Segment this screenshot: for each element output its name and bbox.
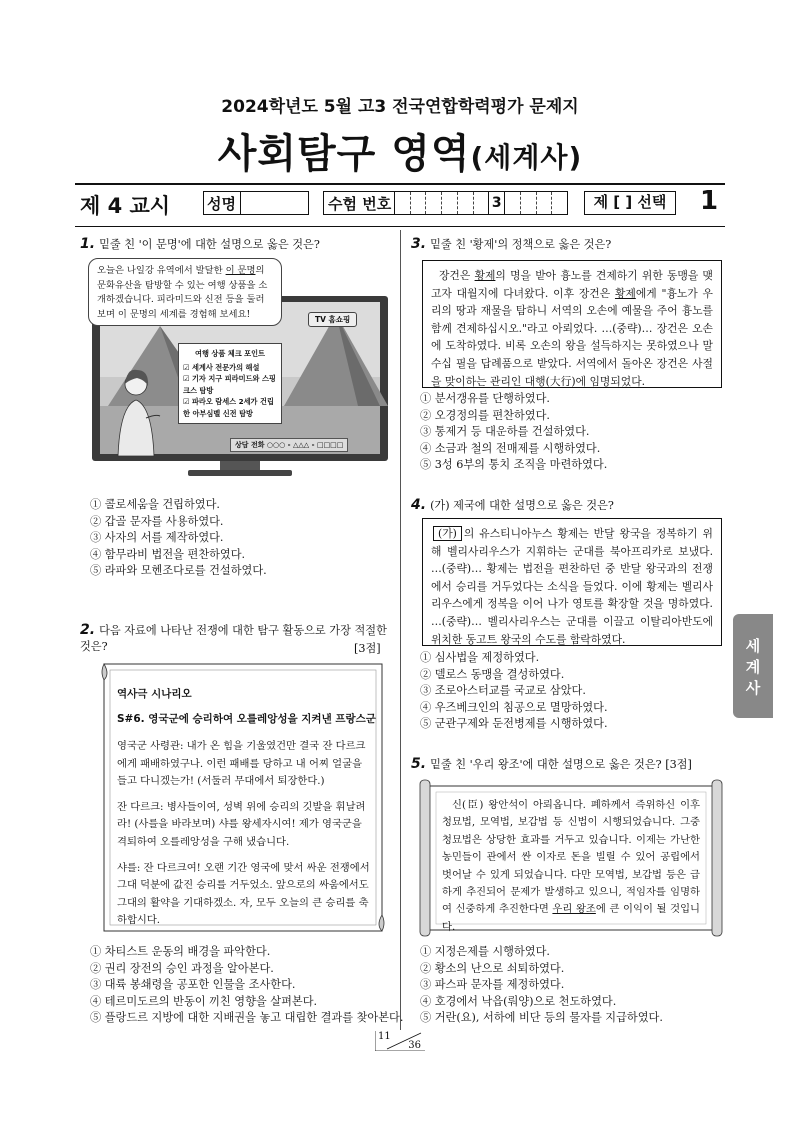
option-4[interactable]: ④ 함무라비 법전을 편찬하였다. [90, 547, 246, 561]
number-cell[interactable] [426, 192, 442, 214]
option-1[interactable]: ① 분서갱유를 단행하였다. [420, 392, 550, 405]
column-divider [400, 230, 401, 1030]
speaker: 샤를: [117, 861, 141, 874]
tv-stand-neck [220, 461, 260, 471]
underlined-emperor: 황제 [474, 269, 496, 282]
name-field[interactable] [203, 191, 309, 215]
subject-main: 사회탐구 영역 [217, 131, 471, 177]
q3-options [420, 391, 607, 474]
blank-ga-tag: (가) [433, 526, 462, 541]
option-2[interactable]: ② 권리 장전의 승인 과정을 알아본다. [90, 961, 274, 975]
q5-stem: 5. 밑줄 친 '우리 왕조'에 대한 설명으로 옳은 것은? [3점] [411, 756, 692, 772]
exam-number-label: 수험 번호 [328, 195, 392, 213]
number-cell[interactable] [474, 192, 490, 214]
dialogue-line: 영국군 사령관: 내가 온 힘을 기울였건만 결국 잔 다르크에게 패배하였구나. 이런 패배를 당하고 내 어찌 얼굴을 들고 다니겠는가! (서둘러 무대에서 퇴장한다.) [117, 740, 366, 788]
elective-choice-field[interactable] [584, 191, 676, 215]
subject-side-tab: 세 계 사 [733, 614, 773, 718]
exam-number-cells [394, 192, 567, 214]
option-3[interactable]: ③ 조로아스터교를 국교로 삼았다. [420, 684, 586, 697]
product-card-item: ☑ 세계사 전문가의 해설 [183, 362, 260, 372]
option-4[interactable]: ④ 호경에서 낙읍(뤄양)으로 천도하였다. [420, 994, 617, 1008]
page-indicator [375, 1031, 425, 1051]
option-3[interactable]: ③ 사자의 서를 제작하였다. [90, 531, 224, 544]
q4-options [420, 650, 608, 733]
q3-passage: 장건은 황제의 명을 받아 흉노를 견제하기 위한 동맹을 맺고자 대월지에 다녀왔다. 이후 장건은 황제에게 "흉노가 우리의 땅과 재물을 탐하니 서역의 오손에 예물을 주어 흉노를 함께 견제하십시오."라고 아뢰었다. …(중략)… 장건은 오손에 도착하였다. 비록 오손의 왕을 설득하지는 못하였으나 말 수십 필을 답례품으로 받았다. 서역에서 돌아온 장건은 사절을 맞이하는 관리인 대행(大行)에 임명되었다. [422, 260, 722, 388]
q5-options [420, 944, 663, 1027]
q1-number: 1. [80, 236, 96, 252]
option-2[interactable]: ② 황소의 난으로 쇠퇴하였다. [420, 961, 565, 975]
q2-stem: 2. 다음 자료에 나타난 전쟁에 대한 탐구 활동으로 가장 적절한 것은? [80, 622, 387, 653]
q4-stem: 4. (가) 제국에 대한 설명으로 옳은 것은? [411, 497, 614, 513]
underlined-this-civilization: 이 문명 [225, 265, 256, 276]
option-3[interactable]: ③ 대륙 봉쇄령을 공포한 인물을 조사한다. [90, 978, 296, 991]
option-5[interactable]: ⑤ 3성 6부의 통치 조직을 마련하였다. [420, 458, 608, 471]
q4-number: 4. [411, 497, 427, 513]
q1-stem: 1. 밑줄 친 '이 문명'에 대한 설명으로 옳은 것은? [80, 236, 320, 252]
q5-points: [3점] [665, 758, 692, 771]
number-cell[interactable] [411, 192, 427, 214]
header-rule-top [75, 183, 725, 185]
option-5[interactable]: ⑤ 거란(요), 서하에 비단 등의 물자를 지급하였다. [420, 1011, 663, 1024]
number-cell[interactable] [442, 192, 458, 214]
header-rule-bottom [75, 226, 725, 227]
number-cell: 3 [489, 192, 505, 214]
q2-points: [3점] [354, 642, 381, 655]
underlined-our-dynasty: 우리 왕조 [552, 903, 596, 916]
product-card-item: ☑ 기자 지구 피라미드와 스핑크스 탐방 [183, 374, 276, 395]
option-4[interactable]: ④ 테르미도르의 반동이 끼친 영향을 살펴본다. [90, 994, 318, 1008]
elective-choice-label: 제 [ ] 선택 [593, 193, 667, 211]
current-page: 11 [378, 1031, 391, 1042]
option-5[interactable]: ⑤ 플랑드르 지방에 대한 지배권을 놓고 대립한 결과를 찾아본다. [90, 1011, 404, 1024]
q5-number: 5. [411, 756, 427, 772]
page-number: 1 [700, 186, 719, 216]
number-cell[interactable] [395, 192, 411, 214]
q1-options [90, 497, 267, 580]
period-label: 제 4 교시 [80, 194, 171, 218]
option-2[interactable]: ② 델로스 동맹을 결성하였다. [420, 667, 565, 681]
q2-number: 2. [80, 622, 96, 638]
speaker: 잔 다르크: [117, 800, 164, 813]
number-cell[interactable] [505, 192, 521, 214]
product-card-item: ☑ 파라오 람세스 2세가 건립한 아부심벨 신전 탐방 [183, 397, 274, 418]
option-5[interactable]: ⑤ 라파와 모헨조다로를 건설하였다. [90, 564, 267, 577]
q5-passage: 신(臣) 왕안석이 아뢰옵니다. 폐하께서 즉위하신 이후 청묘법, 모역법, 보갑법 등 신법이 시행되었습니다. 그중 청묘법은 상당한 효과를 거두고 있습니다. 이제는 가난한 농민들이 관에서 싼 이자로 돈을 빌릴 수 있어 공립에서 벗어날 수 있게 되었습니다. 다만 모역법, 보갑법 등은 급하게 추진되어 문제가 발생하고 있으니, 적임자를 임명하여 신중하게 추진한다면 우리 왕조에 큰 이익이 될 것입니다. [442, 799, 700, 933]
number-cell[interactable] [458, 192, 474, 214]
product-card-title: 여행 상품 체크 포인트 [195, 349, 265, 358]
number-cell[interactable] [537, 192, 553, 214]
dialogue [117, 738, 375, 930]
dialogue-line: 샤를: 잔 다르크여! 오랜 기간 영국에 맞서 싸운 전쟁에서 그대 덕분에 값진 승리를 거두었소. 앞으로의 싸움에서도 그대의 활약을 기대하겠소. 자, 모두 오늘의 큰 승리를 축하합시다. [117, 861, 370, 927]
option-5[interactable]: ⑤ 군관구제와 둔전병제를 시행하였다. [420, 717, 608, 730]
option-1[interactable]: ① 지정은제를 시행하였다. [420, 945, 550, 958]
option-4[interactable]: ④ 우즈베크인의 침공으로 멸망하였다. [420, 700, 608, 714]
scene-title: S#6. 영국군에 승리하여 오를레앙성을 지켜낸 프랑스군 [117, 713, 376, 725]
product-checkpoint-card [178, 343, 282, 424]
option-2[interactable]: ② 갑골 문자를 사용하였다. [90, 514, 224, 528]
exam-number-field[interactable] [323, 191, 568, 215]
number-cell[interactable] [521, 192, 537, 214]
number-cell[interactable] [552, 192, 567, 214]
option-1[interactable]: ① 콜로세움을 건립하였다. [90, 498, 220, 511]
tv-stand-base [188, 470, 292, 476]
exam-title: 2024학년도 5월 고3 전국연합학력평가 문제지 [221, 97, 579, 117]
underlined-emperor: 황제 [614, 286, 636, 300]
host-speech-bubble: 오늘은 나일강 유역에서 발달한 이 문명의 문화유산을 탐방할 수 있는 여행 상품을 소개하겠습니다. 피라미드와 신전 등을 둘러보며 이 문명의 세계를 경험해 보세요! [88, 258, 282, 326]
subject-title [0, 122, 800, 179]
q2-options [90, 944, 403, 1027]
option-4[interactable]: ④ 소금과 철의 전매제를 시행하였다. [420, 441, 601, 455]
subject-sub: (세계사) [470, 141, 583, 174]
option-2[interactable]: ② 오경정의를 편찬하였다. [420, 408, 550, 422]
total-pages: 36 [408, 1040, 421, 1051]
dialogue-line: 잔 다르크: 병사들이여, 성벽 위에 승리의 깃발을 휘날려라! (사를을 바라보며) 샤를 왕세자시여! 제가 영국군을 격퇴하여 오를레앙성을 구해 냈습니다. [117, 800, 366, 848]
contact-phone: 상담 전화 ○○○ - △△△ - □□□□ [230, 438, 348, 452]
option-1[interactable]: ① 차티스트 운동의 배경을 파악한다. [90, 945, 271, 958]
q3-stem: 3. 밑줄 친 '황제'의 정책으로 옳은 것은? [411, 236, 612, 252]
option-3[interactable]: ③ 파스파 문자를 제정하였다. [420, 978, 565, 991]
option-3[interactable]: ③ 통제거 등 대운하를 건설하였다. [420, 425, 590, 438]
option-1[interactable]: ① 심사법을 제정하였다. [420, 651, 540, 664]
q4-passage: (가) 의 유스티니아누스 황제는 반달 왕국을 정복하기 위해 벨리사리우스가 지휘하는 군대를 북아프리카로 보냈다. …(중략)… 황제는 법전을 편찬하던 중 반달 왕국과의 전쟁에서 승리를 거두었다는 소식을 들었다. 이에 황제는 벨리사리우스에게 정복을 이어 나가 영토를 확장할 것을 명하였다. …(중략)… 벨리사리우스는 군대를 이끌고 이탈리아반도에 위치한 동고트 왕국의 수도를 함락하였다. [422, 518, 722, 646]
scroll-title: 역사극 시나리오 [117, 688, 192, 700]
q3-number: 3. [411, 236, 427, 252]
tv-shopping-badge: TV 홈쇼핑 [308, 312, 357, 327]
name-label: 성명 [207, 195, 236, 213]
speaker: 영국군 사령관: [117, 740, 184, 752]
